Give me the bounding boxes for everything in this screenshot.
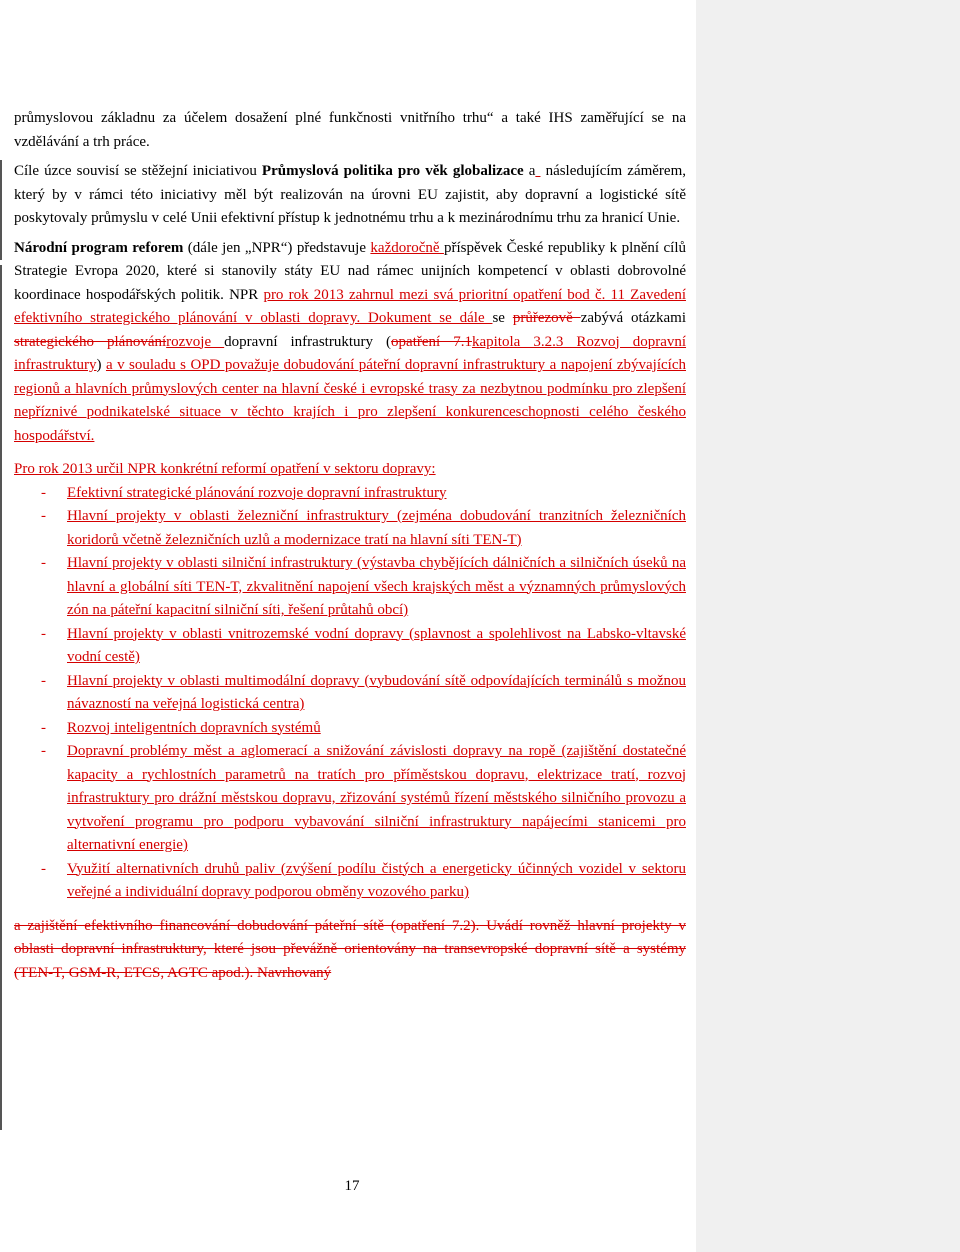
paragraph-4-intro: Pro rok 2013 určil NPR konkrétní reformí opatření v sektoru dopravy: (14, 461, 436, 477)
list-item (14, 717, 686, 741)
change-bar-1 (0, 160, 2, 260)
p2-text-a: Cíle úzce souvisí se stěžejní iniciativou (14, 163, 262, 179)
list-item (14, 552, 686, 623)
p3-text-2: (dále jen „NPR“) představuje (183, 239, 371, 256)
p2-bold-initiative: Průmyslová politika pro věk globalizace (261, 163, 524, 179)
list-dash: - (41, 743, 46, 759)
p3-deleted-12: opatření 7.1 (391, 333, 472, 350)
list-item-text: Hlavní projekty v oblasti silniční infrastruktury (výstavba chybějících dálničních a silničních úseků na hlavní a globální síti TEN-T, zkvalitnění napojení všech krajských měst a významných průmyslových zón na páteřní kapacitní silniční síti, řešení průtahů obcí) (67, 555, 686, 618)
p3-text-4: příspěvek České republiky k plnění cílů Strategie Evropa 2020, které si stanovily státy EU nad rámec unijních kompetencí v oblasti dobrovolné koordinace hospodářských politik. NPR (14, 239, 686, 303)
paragraph-3 (14, 237, 686, 449)
p3-text-14: ) (96, 357, 106, 373)
list-dash: - (41, 719, 46, 736)
list-item (14, 740, 686, 858)
p3-bold-npr: Národní program reforem (14, 239, 184, 256)
reform-measures-list (14, 482, 686, 905)
list-dash: - (41, 625, 46, 642)
p3-inserted-10: rozvoje (166, 333, 225, 350)
page-number: 17 (344, 1178, 360, 1194)
p3-inserted-13: kapitola 3.2.3 Rozvoj dopravní infrastruktury (14, 333, 687, 373)
change-bar-2 (0, 265, 2, 1130)
list-item (14, 858, 686, 905)
list-item-text: Efektivní strategické plánování rozvoje dopravní infrastruktury (67, 484, 447, 501)
list-item-text: Využití alternativních druhů paliv (zvýšení podílu čistých a energeticky účinných vozidel v sektoru veřejné a individuální dopravy podporou obměny vozového parku) (67, 860, 686, 900)
list-item-text: Dopravní problémy měst a aglomerací a snižování závislosti dopravy na ropě (zajištění dostatečné kapacity a rychlostních parametrů na tratích pro příměstskou dopravu, elektrizace tratí, rozvoj infrastruktury pro drážní městskou dopravu, zřizování systémů řízení městského silničního provozu a vytvoření programu pro podporu vybavování silniční infrastruktury napájecími stanicemi pro alternativní energie) (67, 743, 686, 853)
p3-text-11: dopravní infrastruktury ( (224, 333, 392, 350)
list-item (14, 670, 686, 717)
p3-inserted-3: každoročně (370, 239, 444, 256)
p3-deleted-7: průřezově (512, 310, 581, 326)
p3-inserted-15: a v souladu s OPD považuje dobudování páteřní dopravní infrastruktury a napojení zbývajících regionů a hlavních průmyslových center na hlavní české i evropské trasy za nezbytnou podmínku pro zlepšení nepříznivé podnikatelské situace v těchto krajích i pro zlepšení konkurenceschopnosti celého českého hospodářství. (14, 357, 686, 444)
paragraph-1: průmyslovou základnu za účelem dosažení plné funkčnosti vnitřního trhu“ a také IHS zaměřující se na vzdělávání a trh práce. (14, 110, 686, 150)
paragraph-5-deleted: a zajištění efektivního financování dobudování páteřní sítě (opatření 7.2). Uvádí rovněž hlavní projekty v oblasti dopravní infrastruktury, které jsou převážně orientovány na transevropské dopravní sítě a systémy (TEN-T, GSM-R, ETCS, AGTC apod.). Navrhovaný (14, 917, 686, 981)
list-item-text: Rozvoj inteligentních dopravních systémů (67, 719, 321, 736)
list-dash: - (41, 484, 46, 501)
list-item (14, 482, 686, 506)
list-item-text: Hlavní projekty v oblasti železniční infrastruktury (zejména dobudování tranzitních železničních koridorů včetně železničních uzlů a modernizace tratí na hlavní síti TEN-T) (67, 508, 686, 548)
list-item-text: Hlavní projekty v oblasti vnitrozemské vodní dopravy (splavnost a spolehlivost na Labsko-vltavské vodní cestě) (67, 625, 686, 665)
paragraph-2 (14, 160, 686, 231)
document-page (14, 107, 686, 985)
p3-text-8: zabývá otázkami (580, 310, 687, 326)
p3-deleted-9: strategického plánování (14, 333, 167, 350)
list-dash: - (41, 672, 46, 689)
p2-text-d: následujícím záměrem, který by v rámci této iniciativy měl být realizován na úrovni EU zajistit, aby dopravní a logistické sítě poskytovaly průmyslu v celé Unii efektivní přístup k jednotnému trhu a k mezinárodnímu trhu za hranicí Unie. (14, 163, 687, 226)
list-item (14, 505, 686, 552)
p3-inserted-5: pro rok 2013 zahrnul mezi svá prioritní opatření bod č. 11 Zavedení efektivního strategického plánování v oblasti dopravy. Dokument se dále (14, 286, 686, 326)
list-dash: - (41, 555, 46, 571)
p2-text-c: a (523, 163, 536, 179)
comment-pane (696, 0, 960, 1252)
list-item-text: Hlavní projekty v oblasti multimodální dopravy (vybudování sítě odpovídajících terminálů s možnou návazností na veřejná logistická centra) (67, 672, 686, 712)
p3-text-6: se (492, 310, 513, 326)
list-item (14, 623, 686, 670)
list-dash: - (41, 508, 46, 524)
list-dash: - (41, 860, 46, 877)
